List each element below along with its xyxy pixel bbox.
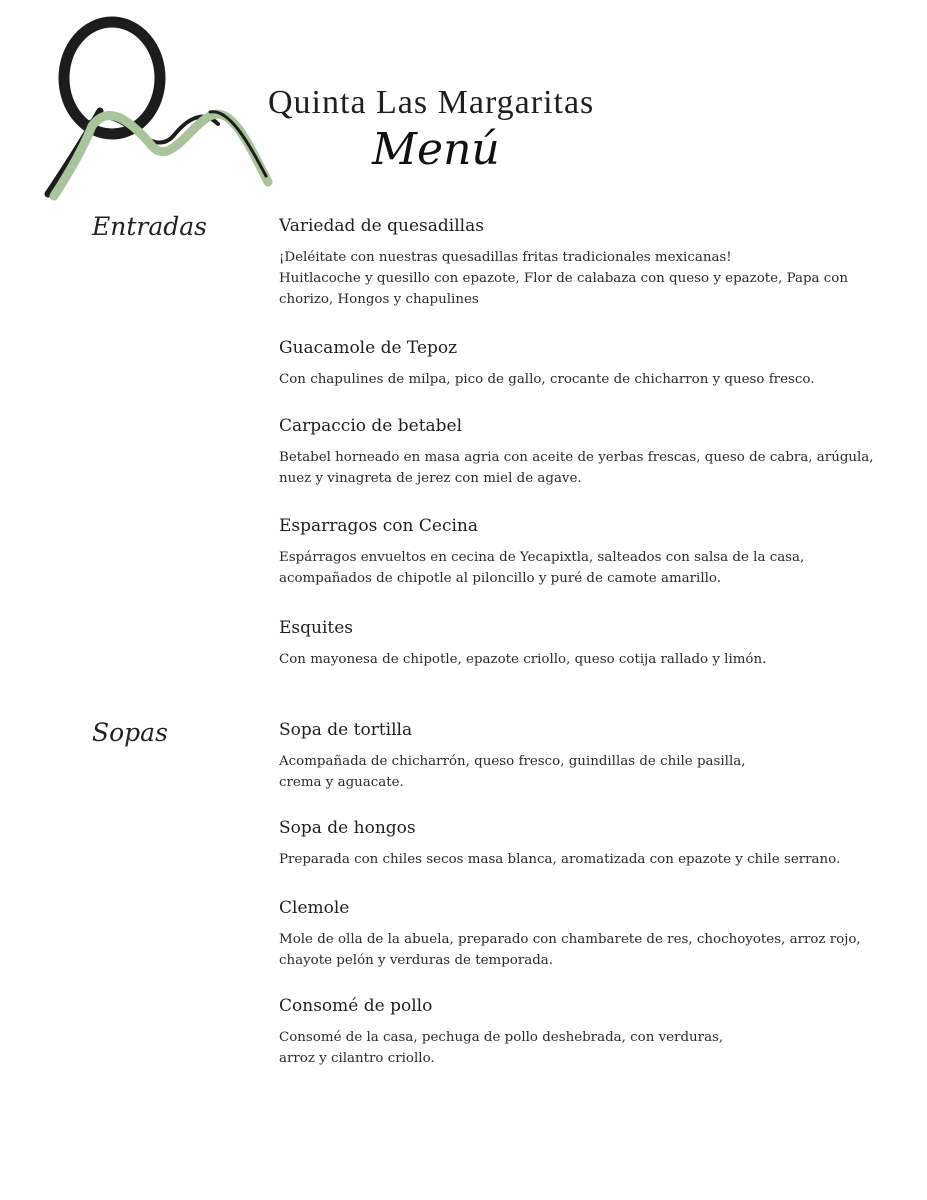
dish-name: Carpaccio de betabel: [279, 416, 463, 436]
dish-description: Consomé de la casa, pechuga de pollo deshebrada, con verduras, arroz y cilantro criollo.: [279, 1030, 724, 1066]
dish-description: Espárragos envueltos en cecina de Yecapixtla, salteados con salsa de la casa, acompañados de chipotle al piloncillo y puré de camote amarillo.: [279, 550, 805, 586]
dish-name: Sopa de tortilla: [279, 720, 413, 740]
menu-item: [279, 719, 899, 793]
menu-heading: Menú: [372, 124, 500, 175]
menu-item: [279, 515, 899, 589]
section-title-sopas: Sopas: [92, 718, 168, 747]
section-title-entradas: Entradas: [92, 212, 207, 241]
dish-name: Esparragos con Cecina: [279, 516, 479, 536]
dish-description: Con mayonesa de chipotle, epazote criollo, queso cotija rallado y limón.: [279, 652, 767, 667]
dish-name: Sopa de hongos: [279, 818, 416, 838]
menu-item: [279, 995, 899, 1069]
dish-description: Betabel horneado en masa agria con aceite de yerbas frescas, queso de cabra, arúgula, nuez y vinagreta de jerez con miel de agave.: [279, 450, 874, 486]
menu-item: [279, 897, 899, 971]
dish-description: Preparada con chiles secos masa blanca, aromatizada con epazote y chile serrano.: [279, 852, 841, 867]
dish-name: Esquites: [279, 618, 354, 638]
restaurant-logo: [40, 16, 275, 206]
dish-name: Clemole: [279, 898, 350, 918]
dish-description: ¡Deléitate con nuestras quesadillas fritas tradicionales mexicanas! Huitlacoche y quesillo con epazote, Flor de calabaza con queso y epazote, Papa con chorizo, Hongos y chapulines: [279, 250, 848, 307]
dish-name: Variedad de quesadillas: [279, 216, 484, 236]
menu-item: [279, 337, 899, 390]
dish-description: Acompañada de chicharrón, queso fresco, guindillas de chile pasilla, crema y aguacate.: [279, 754, 746, 790]
menu-item: [279, 415, 899, 489]
dish-description: Con chapulines de milpa, pico de gallo, crocante de chicharron y queso fresco.: [279, 372, 815, 387]
menu-item: [279, 617, 899, 670]
restaurant-name: Quinta Las Margaritas: [268, 84, 595, 121]
dish-description: Mole de olla de la abuela, preparado con chambarete de res, chochoyotes, arroz rojo, chayote pelón y verduras de temporada.: [279, 932, 861, 968]
menu-item: [279, 817, 899, 870]
dish-name: Consomé de pollo: [279, 996, 433, 1016]
menu-item: [279, 215, 899, 310]
dish-name: Guacamole de Tepoz: [279, 338, 458, 358]
